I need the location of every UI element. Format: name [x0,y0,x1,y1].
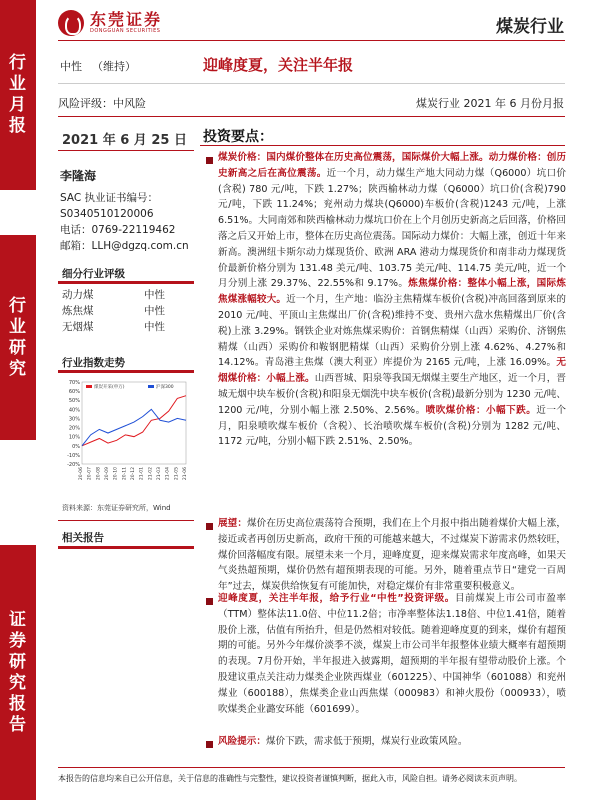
table-row [62,286,165,302]
sub-ratings-table [62,286,165,334]
y-tick-label: 50% [68,398,80,405]
divider [58,116,565,117]
x-tick-label: 20-09 [105,467,110,481]
legend-swatch [86,385,92,388]
invest-title: 投资要点： [203,129,273,145]
table-cell: 炼焦煤 [62,304,94,317]
sub-ratings-title: 细分行业评级 [62,268,125,280]
industry-label: 煤炭行业 [496,17,564,37]
series-line-hs300 [82,409,186,445]
para-lead: 无烟煤价格：小幅上涨。 [218,357,566,385]
analyst-line: 电话：0769-22119462 [60,224,176,236]
analyst-email[interactable]: 邮箱：LLH@dgzq.com.cn [60,240,189,252]
table-cell: 动力煤 [62,288,94,301]
x-tick-label: 20-08 [96,467,102,481]
para-lead: 煤炭价格：国内煤价整体在历史高位震荡，国际煤价大幅上涨。动力煤价格：创历史新高之后在高位震荡。 [218,152,566,179]
x-tick-label: 21-01 [139,467,145,481]
divider [58,83,565,84]
paragraph-price [218,150,566,450]
y-tick-label: 60% [68,389,80,396]
side-band-label: 证券研究报告 [9,609,27,735]
x-tick-label: 21-05 [174,467,180,481]
divider [200,145,565,146]
brand-logo [58,10,162,36]
brand-name: 东莞证券 [90,10,163,29]
y-tick-label: 40% [68,407,80,414]
para-lead: 展望： [218,518,248,529]
x-tick-label: 21-02 [148,467,154,481]
analyst-line: SAC 执业证书编号： [60,192,159,204]
x-tick-label: 21-06 [183,467,188,481]
x-tick-label: 20-06 [79,467,84,481]
section-bar [58,520,194,521]
rating-level: 中性 [60,60,82,73]
analyst-name: 李隆海 [60,169,97,183]
index-chart-title: 行业指数走势 [62,357,125,369]
section-bar [58,370,194,373]
index-chart [60,374,192,498]
side-band-2 [0,235,36,440]
divider [58,150,194,151]
plot-frame [82,382,186,464]
x-tick-label: 20-10 [113,467,119,481]
report-title: 迎峰度夏，关注半年报 [203,56,354,74]
analyst-block [60,168,189,254]
legend-label: 煤炭开采(申万) [94,385,125,390]
side-band-3 [0,545,36,800]
table-cell: 无烟煤 [62,320,94,333]
rating [60,58,136,74]
para-lead: 风险提示： [218,736,266,747]
footer-disclaimer: 本报告的信息均来自已公开信息，关于信息的准确性与完整性，建议投资者谨慎判断，据此入市，风险自担。请务必阅读末页声明。 [58,774,522,783]
brand-sub: DONGGUAN SECURITIES [90,28,161,34]
brand-logo-icon [58,10,84,36]
section-bar [58,546,194,549]
side-band-label: 行业研究 [9,295,27,379]
report-name: 煤炭行业 2021 年 6 月份月报 [416,97,564,110]
footer-rule [58,767,565,768]
y-tick-label: 20% [68,425,80,432]
table-row [62,318,165,334]
para-lead: 喷吹煤价格：小幅下跌。 [425,404,537,416]
x-tick-label: 20-12 [131,467,136,481]
x-tick-label: 20-07 [87,467,93,481]
y-tick-label: -20% [67,462,80,468]
side-band-label: 行业月报 [9,53,27,136]
y-tick-label: 0% [72,443,80,450]
para-body: 目前煤炭上市公司市盈率（TTM）整体法11.0倍、中位11.2倍；市净率整体法1.18倍、中位1.41倍，随着股价上涨，估值有所抬升，但是仍然相对较低。随着迎峰度夏的到来，煤价有超预期的可能。另外今年煤价淡季不淡，煤炭上市公司半年报整体业绩大概率有超预期的表现。7月份开始，半年报进入披露期，超预期的半年报有望带动股价上涨。个股建议重点关注动力煤类企业陕西煤业（601225）、中国神华（601088）和兖州煤业（600188），焦煤类企业山西焦煤（000983）和神火股份（000933），喷吹煤类企业潞安环能（601699）。 [218,593,566,715]
y-tick-label: 70% [68,380,80,386]
paragraph-rating [218,591,566,717]
legend-swatch [148,385,154,388]
x-tick-label: 21-03 [157,467,162,481]
bullet-icon [206,523,213,530]
bullet-icon [206,598,213,605]
x-tick-label: 20-11 [122,467,128,481]
index-chart-svg [60,374,192,498]
para-lead: 迎峰度夏，关注半年报，给予行业“中性”投资评级。 [218,593,455,604]
risk-level: 风险评级：中风险 [58,97,146,110]
chart-source: 资料来源：东莞证券研究所，Wind [62,504,171,512]
para-body: 煤价下跌，需求低于预期，煤炭行业政策风险。 [265,736,468,747]
side-band-1 [0,0,36,190]
section-bar [58,281,194,284]
y-tick-label: 30% [68,416,80,423]
paragraph-outlook [218,516,566,595]
table-cell: 中性 [144,320,165,333]
para-body: 近一个月，阳泉喷吹煤车板价（含税）、长治喷吹煤车板价(含税)分别为 1282 元/吨、1172 元/吨，分别小幅下跌 2.51%、2.50%。 [218,404,567,448]
bullet-icon [206,741,213,748]
rating-action: （维持） [92,60,136,73]
legend-label: 沪深300 [156,385,174,390]
report-date: 2021 年 6 月 25 日 [62,133,187,148]
table-row [62,302,165,318]
table-cell: 中性 [144,288,165,301]
related-title: 相关报告 [62,532,104,544]
analyst-line: S0340510120006 [60,208,154,220]
para-lead: 炼焦煤价格：整体小幅上涨，国际炼焦煤涨幅较大。 [218,278,566,306]
bullet-icon [206,157,213,164]
y-tick-label: -10% [67,452,80,459]
header-rule [58,40,565,41]
para-body: 近一个月，动力煤生产地大同动力煤（Q6000）坑口价(含税) 780 元/吨，下跌 1.27%；陕西榆林动力煤（Q6000）坑口价(含税)790 元/吨，下跌 11.24%；兖州动力煤块(Q6000)车板价(含税)1243 元/吨，上涨 6.51%。大同南郊和陕西榆林动力煤坑口价在上个月创历史新高之后回落，价格回落之后又开始上市，整体在历史高位震荡。国际动力煤价：大幅上涨，创近十年来新高。澳洲纽卡斯尔动力煤现货价、欧洲 ARA 港动力煤现货价和南非动力煤现货价最新价格分别为 131.48 美元/吨、103.75 美元/吨、114.75 美元/吨，近一个月分别上涨 29.37%、22.55%和 9.17%。 [218,167,567,290]
para-body: 煤价在历史高位震荡符合预期，我们在上个月报中指出随着煤价大幅上涨，接近或者再创历史新高，政府干预的可能越来越大，不过煤炭下游需求仍然较旺，煤价回落幅度有限。展望未来一个月，迎峰度夏，迎来煤炭需求年度高峰，如果天气炎热超预期，煤价仍然有超预期表现的可能。另外，随着重点节日“建党一百周年”过去，煤炭供给恢复有可能加快，对稳定煤价有非常重要积极意义。 [218,518,567,593]
series-line-coal [82,396,186,446]
paragraph-risk [218,734,566,750]
para-body: 山西晋城、阳泉等我国无烟煤主要生产地区，近一个月，晋城无烟中块车板价(含税)和阳泉无烟洗中块车板价(含税)最新分别为 1230 元/吨、1200 元/吨，分别小幅上涨 2.50%、2.56%。 [218,373,566,416]
y-tick-label: 10% [68,434,80,441]
table-cell: 中性 [144,304,165,317]
para-body: 近一个月，生产地：临汾主焦精煤车板价(含税)冲高回落到原来的 2010 元/吨、平顶山主焦煤出厂价(含税)维持不变、贵州六盘水焦精煤出厂价(含税)上涨 3.29%。钢铁企业对炼焦煤采购价：首钢焦精煤（山西）采购价、济钢焦精煤（山西）采购价和鞍钢肥精煤（山西）采购价分别上涨 4.62%、4.27%和 14.12%。青岛港主焦煤（澳大利亚）库提价为 2165 元/吨，上涨 16.09%。 [218,294,566,369]
x-tick-label: 21-04 [165,467,171,481]
